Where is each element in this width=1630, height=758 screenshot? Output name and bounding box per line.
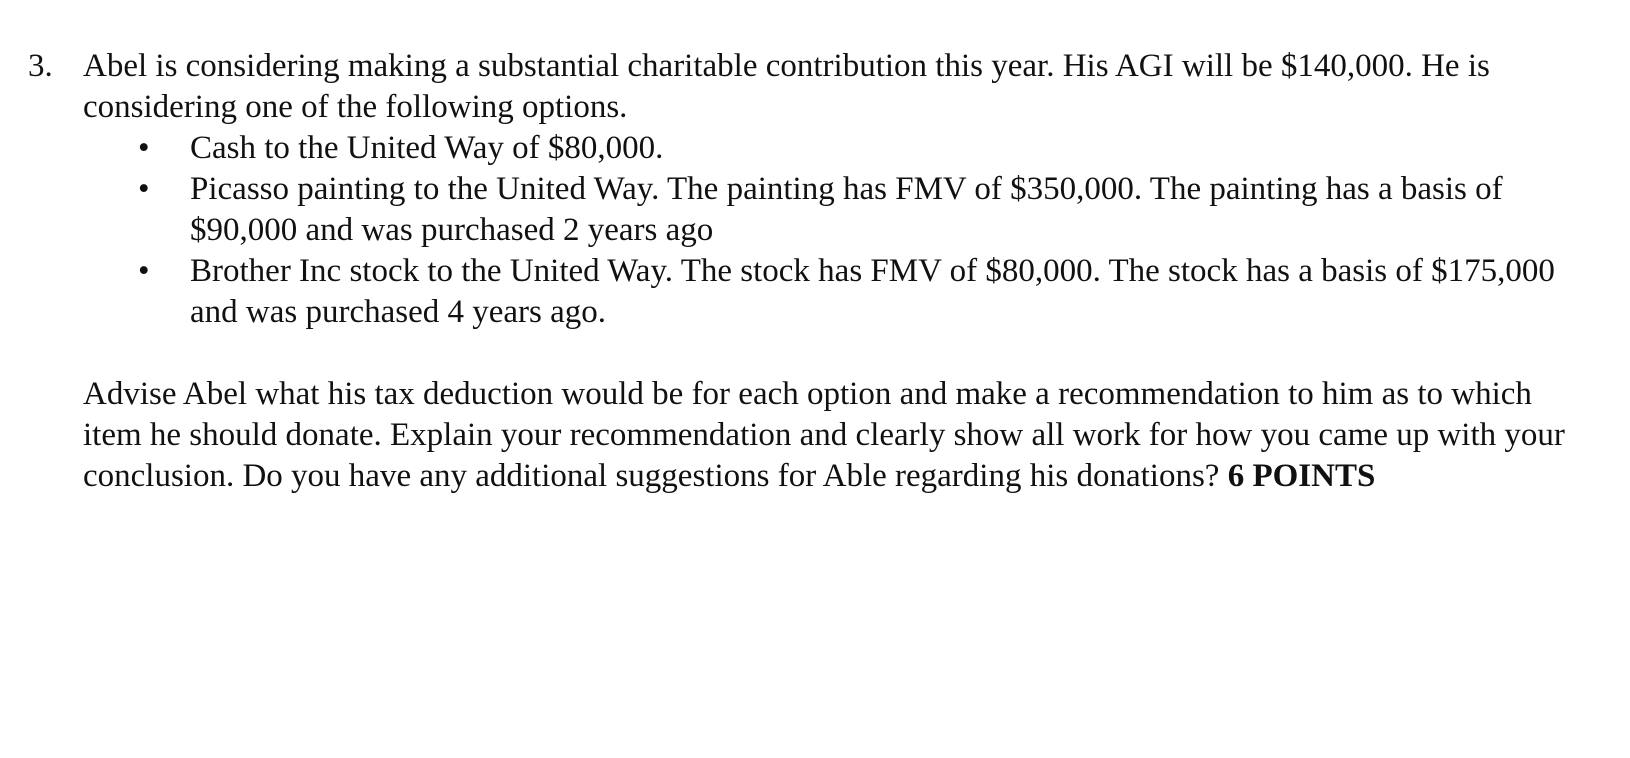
bullet-icon: • [138,253,150,289]
question-3 [28,46,1608,497]
advice-paragraph [83,374,1593,497]
option-text: Cash to the United Way of $80,000. [190,130,664,166]
bullet-icon: • [138,171,150,207]
question-number: 3. [28,48,53,84]
option-stock [83,251,1610,333]
question-intro: Abel is considering making a substantial charitable contribution this year. His AGI will be $140,000. He is considering one of the following options. [83,48,1490,125]
bullet-icon: • [138,130,150,166]
option-painting [83,169,1610,251]
advice-text: Advise Abel what his tax deduction would be for each option and make a recommendation to him as to which item he should donate. Explain your recommendation and clearly show all work for how you came up with your conclusion. Do you have any additional suggestions for Able regarding his donations? [83,376,1565,494]
question-body [83,46,1603,497]
option-text: Brother Inc stock to the United Way. The stock has FMV of $80,000. The stock has a basis of $175,000 and was purchased 4 years ago. [190,253,1555,330]
points-label: 6 POINTS [1227,458,1376,494]
option-cash [83,128,1610,169]
option-text: Picasso painting to the United Way. The painting has FMV of $350,000. The painting has a basis of $90,000 and was purchased 2 years ago [190,171,1503,248]
options-list [83,128,1603,333]
